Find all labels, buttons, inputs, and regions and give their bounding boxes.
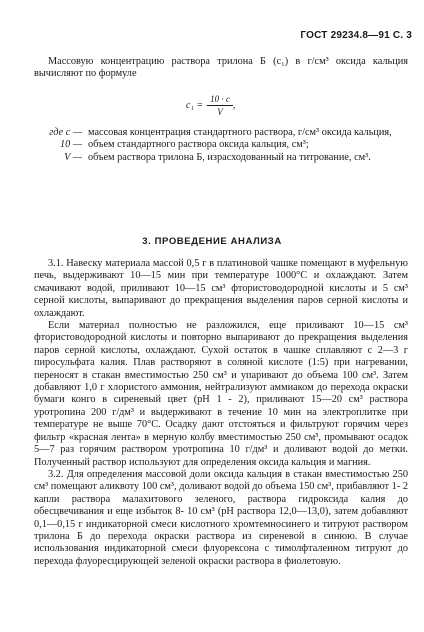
- paragraph-3-1: 3.1. Навеску материала массой 0,5 г в платиновой чашке помещают в муфельную печь, выдерживают 10—15 мин при температуре 1000°С и охлаждают. Затем смачивают водой, приливают 10—15 см³ фтористоводородной кислоты и 5 см³ серной кислоты, выпаривают до прекращения выделения паров серной кислоты и охлаждают.: [34, 258, 408, 319]
- formula-tail: ,: [232, 100, 236, 111]
- page-header: ГОСТ 29234.8—91 С. 3: [300, 30, 412, 41]
- section-body: [34, 258, 408, 568]
- formula-lhs: c₁ =: [186, 100, 204, 111]
- formula-denominator: V: [217, 107, 223, 117]
- section-title: 3. ПРОВЕДЕНИЕ АНАЛИЗА: [142, 236, 282, 247]
- intro-paragraph: [34, 56, 408, 81]
- definition-item: [34, 152, 408, 164]
- definition-key: где c —: [49, 127, 82, 138]
- formula: [186, 94, 235, 117]
- definition-text: объем раствора трилона Б, израсходованный на титрование, см³.: [88, 151, 371, 163]
- definition-item: [34, 139, 408, 151]
- definitions-list: [34, 127, 408, 164]
- formula-fraction: [207, 94, 233, 117]
- intro-text: Массовую концентрацию раствора трилона Б (c₁) в г/см³ оксида кальция вычисляют по формуле: [34, 56, 408, 80]
- paragraph-3-2: 3.2. Для определения массовой доли оксида кальция в стакан вместимостью 250 см³ помещают аликвоту 100 см³, доливают водой до объема 150 см³, прибавляют 1- 2 капли раствора малахитового зеленого, раствора гидроксида калия до обесцвечивания и еще избыток 8- 10 см³ (рН раствора 12,0—13,0), затем добавляют 0,1—0,15 г индикаторной смеси кислотного хромтемносинего и титруют раствором трилона Б до перехода окраски раствора из сиреневой в синюю. В случае использования индикаторной смеси флуорексона с тимолфталеином титруют до перехода флуоресцирующей зеленой окраски раствора в фиолетовую.: [34, 468, 408, 567]
- formula-numerator: 10 · c: [207, 94, 233, 106]
- definition-key: V —: [64, 151, 82, 163]
- definition-text: объем стандартного раствора оксида кальция, см³;: [88, 139, 309, 151]
- definition-key: 10 —: [59, 139, 82, 151]
- definition-item: [34, 127, 408, 139]
- definition-text: массовая концентрация стандартного раствора, г/см³ оксида кальция,: [88, 127, 392, 138]
- paragraph-continuation: Если материал полностью не разложился, еще приливают 10—15 см³ фтористоводородной кислоты и повторно выпаривают до прекращения выделения паров серной кислоты, охлаждают. Сухой остаток в чашке сплавляют с 2—3 г пиросульфата калия. Плав растворяют в соляной кислоте (1:5) при нагревании, переносят в стакан вместимостью 250 см³ и упаривают до объема 100 см³. Затем добавляют 1,0 г хлористого аммония, нейтрализуют аммиаком до перехода окраски бумаги конго в сиреневый цвет (рН 1 - 2), приливают 15—20 см³ раствора уротропина 200 г/дм³ и выдерживают в течение 10 мин на электроплитке при температуре не выше 70°С. Осадку дают отстояться и фильтруют горячим через фильтр «красная лента» в мерную колбу вместимостью 250 см³, промывают осадок 5—7 раз горячим раствором уротропина 10 г/дм³ и доливают водой до метки. Полученный раствор используют для определения оксида кальция и магния.: [34, 320, 408, 468]
